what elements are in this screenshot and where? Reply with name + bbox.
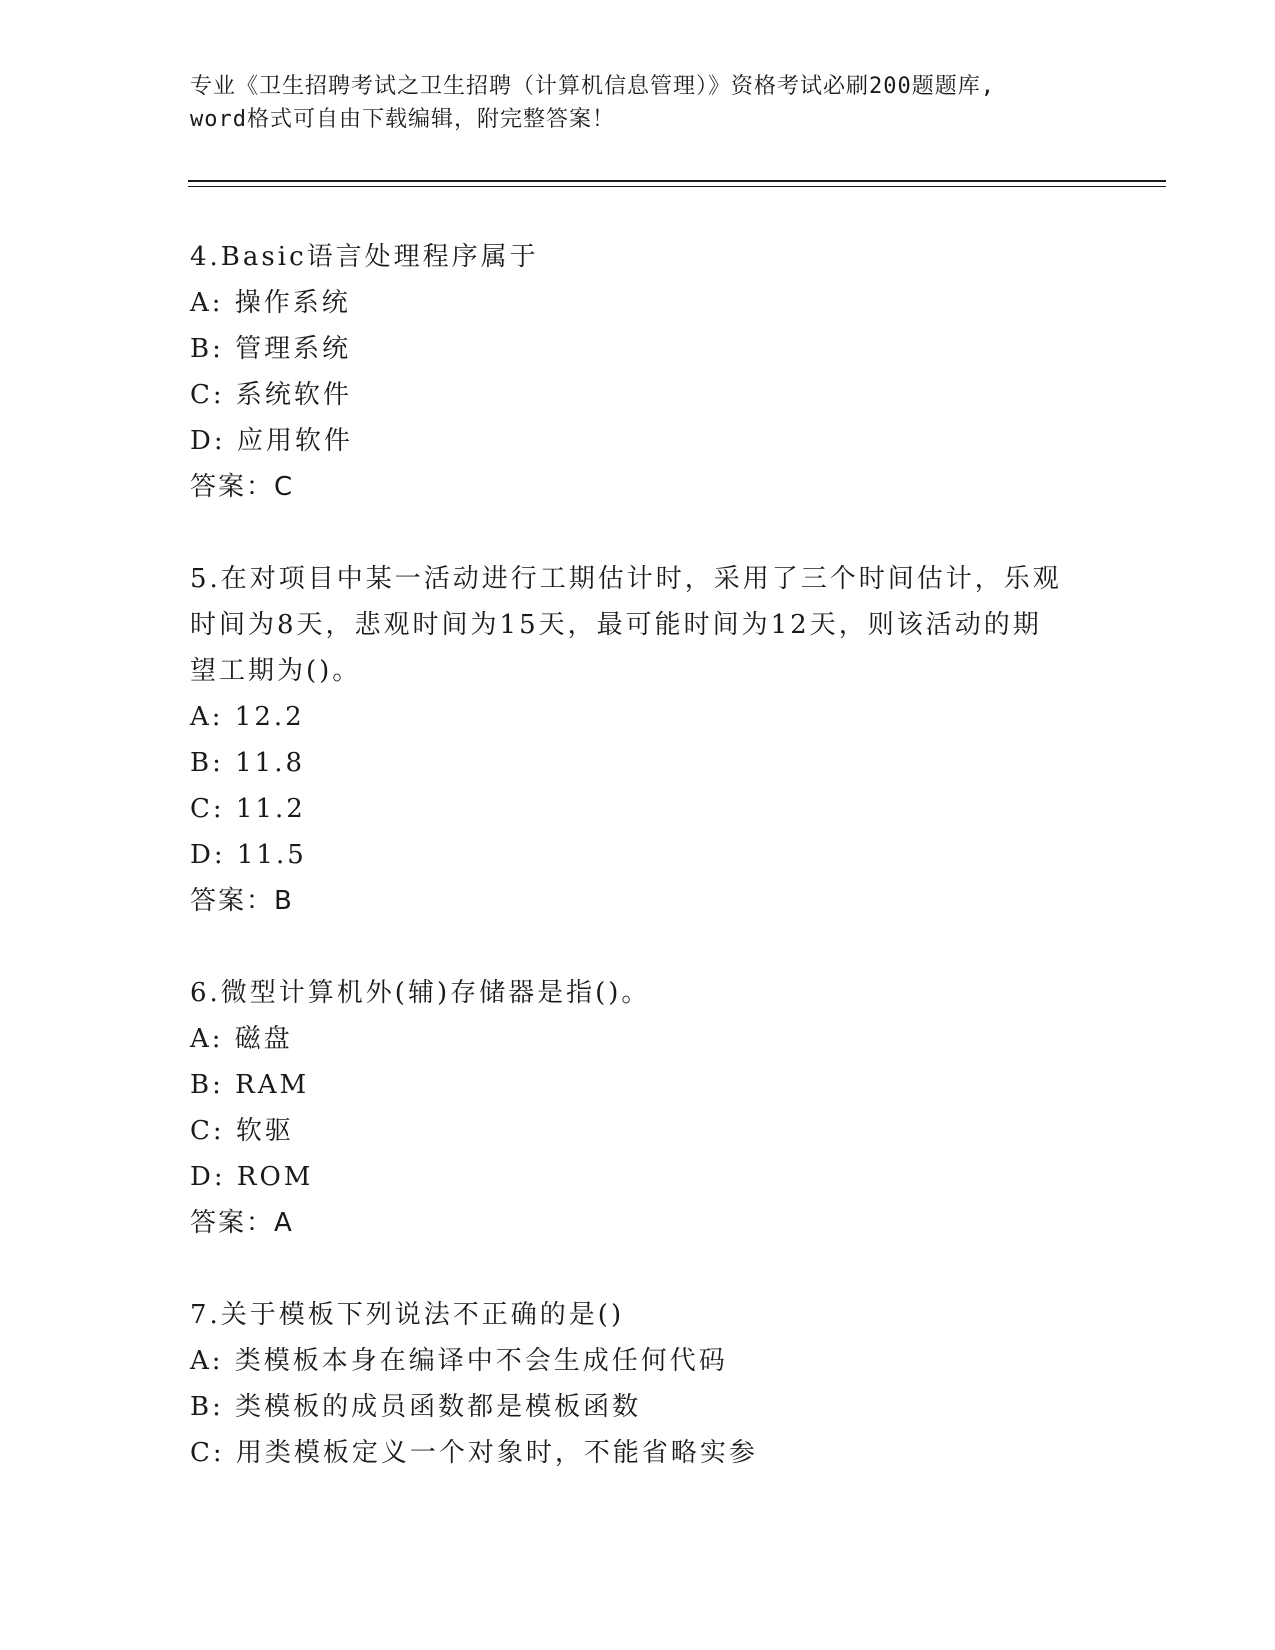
question-stem: 4.Basic语言处理程序属于 [190, 242, 539, 272]
option-a: A: 类模板本身在编译中不会生成任何代码 [190, 1346, 728, 1376]
option-c: C: 用类模板定义一个对象时，不能省略实参 [190, 1438, 758, 1468]
option-a: A: 12.2 [190, 702, 305, 732]
option-a: A: 磁盘 [190, 1024, 293, 1054]
answer-line: 答案：C [190, 472, 295, 502]
option-b: B: RAM [190, 1070, 310, 1100]
option-a: A: 操作系统 [190, 288, 351, 318]
question-stem: 时间为8天，悲观时间为15天，最可能时间为12天，则该活动的期 [190, 610, 1042, 640]
option-c: C: 系统软件 [190, 380, 352, 410]
question-list [190, 234, 1090, 1522]
question-stem: 7.关于模板下列说法不正确的是() [190, 1300, 625, 1330]
option-d: D: 应用软件 [190, 426, 353, 456]
question-item [190, 556, 1090, 924]
option-b: B: 管理系统 [190, 334, 352, 364]
option-c: C: 11.2 [190, 794, 306, 824]
question-item [190, 234, 1090, 510]
option-b: B: 类模板的成员函数都是模板函数 [190, 1392, 642, 1422]
header-divider-thin [188, 186, 1166, 187]
question-stem: 6.微型计算机外(辅)存储器是指()。 [190, 978, 651, 1008]
option-d: D: 11.5 [190, 840, 307, 870]
option-c: C: 软驱 [190, 1116, 294, 1146]
header-title-line-1: 专业《卫生招聘考试之卫生招聘（计算机信息管理）》资格考试必刷200题题库, [190, 74, 995, 99]
option-d: D: ROM [190, 1162, 314, 1192]
option-b: B: 11.8 [190, 748, 306, 778]
answer-line: 答案：B [190, 886, 294, 916]
question-item [190, 970, 1090, 1246]
question-stem: 望工期为()。 [190, 656, 362, 686]
header-title-line-2: word格式可自由下载编辑，附完整答案！ [190, 107, 615, 132]
question-item [190, 1292, 1090, 1476]
document-header [190, 70, 1090, 136]
header-divider-thick [188, 180, 1166, 182]
answer-line: 答案：A [190, 1208, 294, 1238]
question-stem: 5.在对项目中某一活动进行工期估计时，采用了三个时间估计，乐观 [190, 564, 1062, 594]
